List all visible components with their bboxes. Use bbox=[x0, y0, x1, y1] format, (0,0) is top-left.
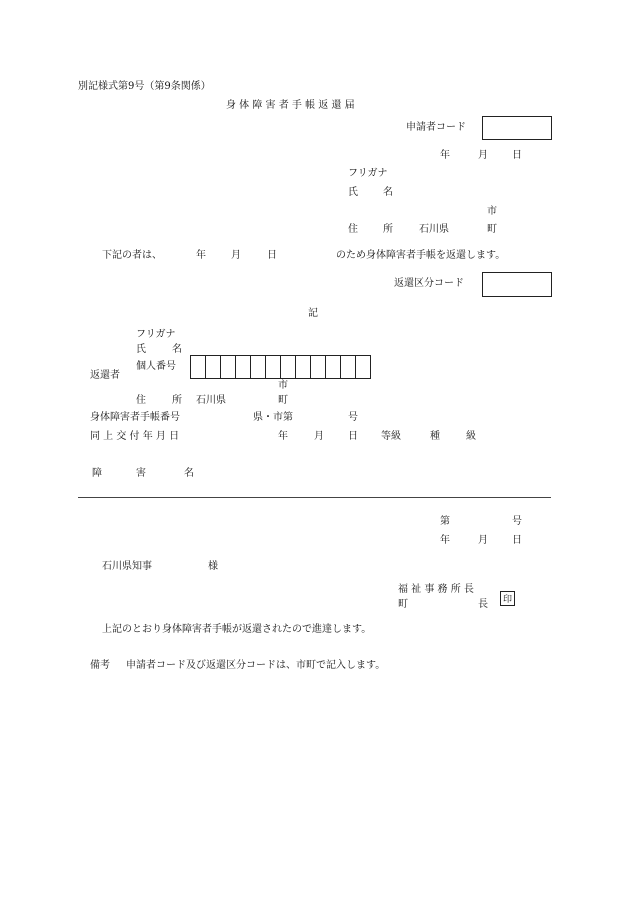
applicant-address-label-1: 住 bbox=[348, 224, 358, 235]
return-code-field[interactable] bbox=[482, 272, 552, 297]
returner-prefecture: 石川県 bbox=[196, 395, 226, 406]
personal-number-label: 個人番号 bbox=[136, 361, 176, 372]
type-label-1: 種 bbox=[430, 431, 440, 442]
personal-number-cell[interactable] bbox=[356, 356, 371, 378]
ki-label: 記 bbox=[308, 308, 318, 319]
office-day-label: 日 bbox=[512, 535, 522, 546]
applicant-prefecture: 石川県 bbox=[419, 224, 449, 235]
office-town-label: 町 bbox=[398, 599, 408, 610]
applicant-code-field[interactable] bbox=[482, 116, 552, 140]
office-number-prefix: 第 bbox=[440, 516, 450, 527]
honorific: 様 bbox=[208, 561, 218, 572]
office-number-suffix: 号 bbox=[512, 516, 522, 527]
returner-town-label: 町 bbox=[278, 395, 288, 406]
personal-number-cell[interactable] bbox=[206, 356, 221, 378]
return-code-label: 返還区分コード bbox=[394, 278, 464, 289]
personal-number-cell[interactable] bbox=[221, 356, 236, 378]
returner-city-label: 市 bbox=[278, 380, 288, 391]
statement-year: 年 bbox=[196, 250, 206, 261]
note-text: 申請者コード及び返還区分コードは、市町で記入します。 bbox=[126, 660, 386, 671]
date-day-label: 日 bbox=[512, 150, 522, 161]
applicant-name-label-1: 氏 bbox=[348, 187, 358, 198]
applicant-town-label: 町 bbox=[487, 224, 497, 235]
returner-address-label-1: 住 bbox=[136, 395, 146, 406]
applicant-furigana-label: フリガナ bbox=[348, 168, 388, 179]
notebook-number-label: 身体障害者手帳番号 bbox=[90, 412, 180, 423]
personal-number-cell[interactable] bbox=[326, 356, 341, 378]
applicant-code-label: 申請者コード bbox=[406, 122, 466, 133]
date-year-label: 年 bbox=[440, 150, 450, 161]
returner-section-label: 返還者 bbox=[90, 370, 120, 381]
personal-number-cell[interactable] bbox=[236, 356, 251, 378]
section-divider bbox=[78, 497, 551, 498]
issue-year-label: 年 bbox=[278, 431, 288, 442]
applicant-city-label: 市 bbox=[487, 206, 497, 217]
statement-reason: のため身体障害者手帳を返還します。 bbox=[336, 250, 506, 261]
welfare-office-head: 福 祉 事 務 所 長 bbox=[398, 584, 474, 595]
office-month-label: 月 bbox=[478, 535, 488, 546]
addressee: 石川県知事 bbox=[102, 561, 152, 572]
type-label-2: 級 bbox=[466, 431, 476, 442]
applicant-name-label-2: 名 bbox=[383, 187, 393, 198]
issue-day-label: 日 bbox=[348, 431, 358, 442]
personal-number-cell[interactable] bbox=[191, 356, 206, 378]
personal-number-cell[interactable] bbox=[251, 356, 266, 378]
forward-text: 上記のとおり身体障害者手帳が返還されたので進達します。 bbox=[102, 624, 372, 635]
statement-month: 月 bbox=[231, 250, 241, 261]
returner-name-label-1: 氏 bbox=[136, 344, 146, 355]
date-month-label: 月 bbox=[478, 150, 488, 161]
personal-number-cell[interactable] bbox=[341, 356, 356, 378]
statement-lead: 下記の者は、 bbox=[102, 250, 162, 261]
note-label: 備考 bbox=[90, 660, 110, 671]
personal-number-cell[interactable] bbox=[266, 356, 281, 378]
personal-number-field[interactable] bbox=[190, 355, 371, 379]
returner-address-label-2: 所 bbox=[172, 395, 182, 406]
issue-month-label: 月 bbox=[314, 431, 324, 442]
seal-stamp: 印 bbox=[500, 591, 515, 606]
personal-number-cell[interactable] bbox=[296, 356, 311, 378]
personal-number-cell[interactable] bbox=[281, 356, 296, 378]
returner-furigana-label: フリガナ bbox=[136, 329, 176, 340]
form-number: 別記様式第9号（第9条関係） bbox=[78, 81, 211, 92]
applicant-address-label-2: 所 bbox=[383, 224, 393, 235]
disability-label-3: 名 bbox=[184, 468, 194, 479]
disability-label-2: 害 bbox=[136, 468, 146, 479]
notebook-number-suffix: 号 bbox=[348, 412, 358, 423]
form-title: 身 体 障 害 者 手 帳 返 還 届 bbox=[226, 100, 355, 111]
grade-label: 等級 bbox=[381, 431, 401, 442]
pref-city-number-label: 県・市第 bbox=[253, 412, 293, 423]
office-year-label: 年 bbox=[440, 535, 450, 546]
personal-number-cell[interactable] bbox=[311, 356, 326, 378]
returner-name-label-2: 名 bbox=[172, 344, 182, 355]
statement-day: 日 bbox=[267, 250, 277, 261]
office-chief-label: 長 bbox=[478, 599, 488, 610]
issue-date-label: 同 上 交 付 年 月 日 bbox=[90, 431, 180, 442]
disability-label-1: 障 bbox=[92, 468, 102, 479]
